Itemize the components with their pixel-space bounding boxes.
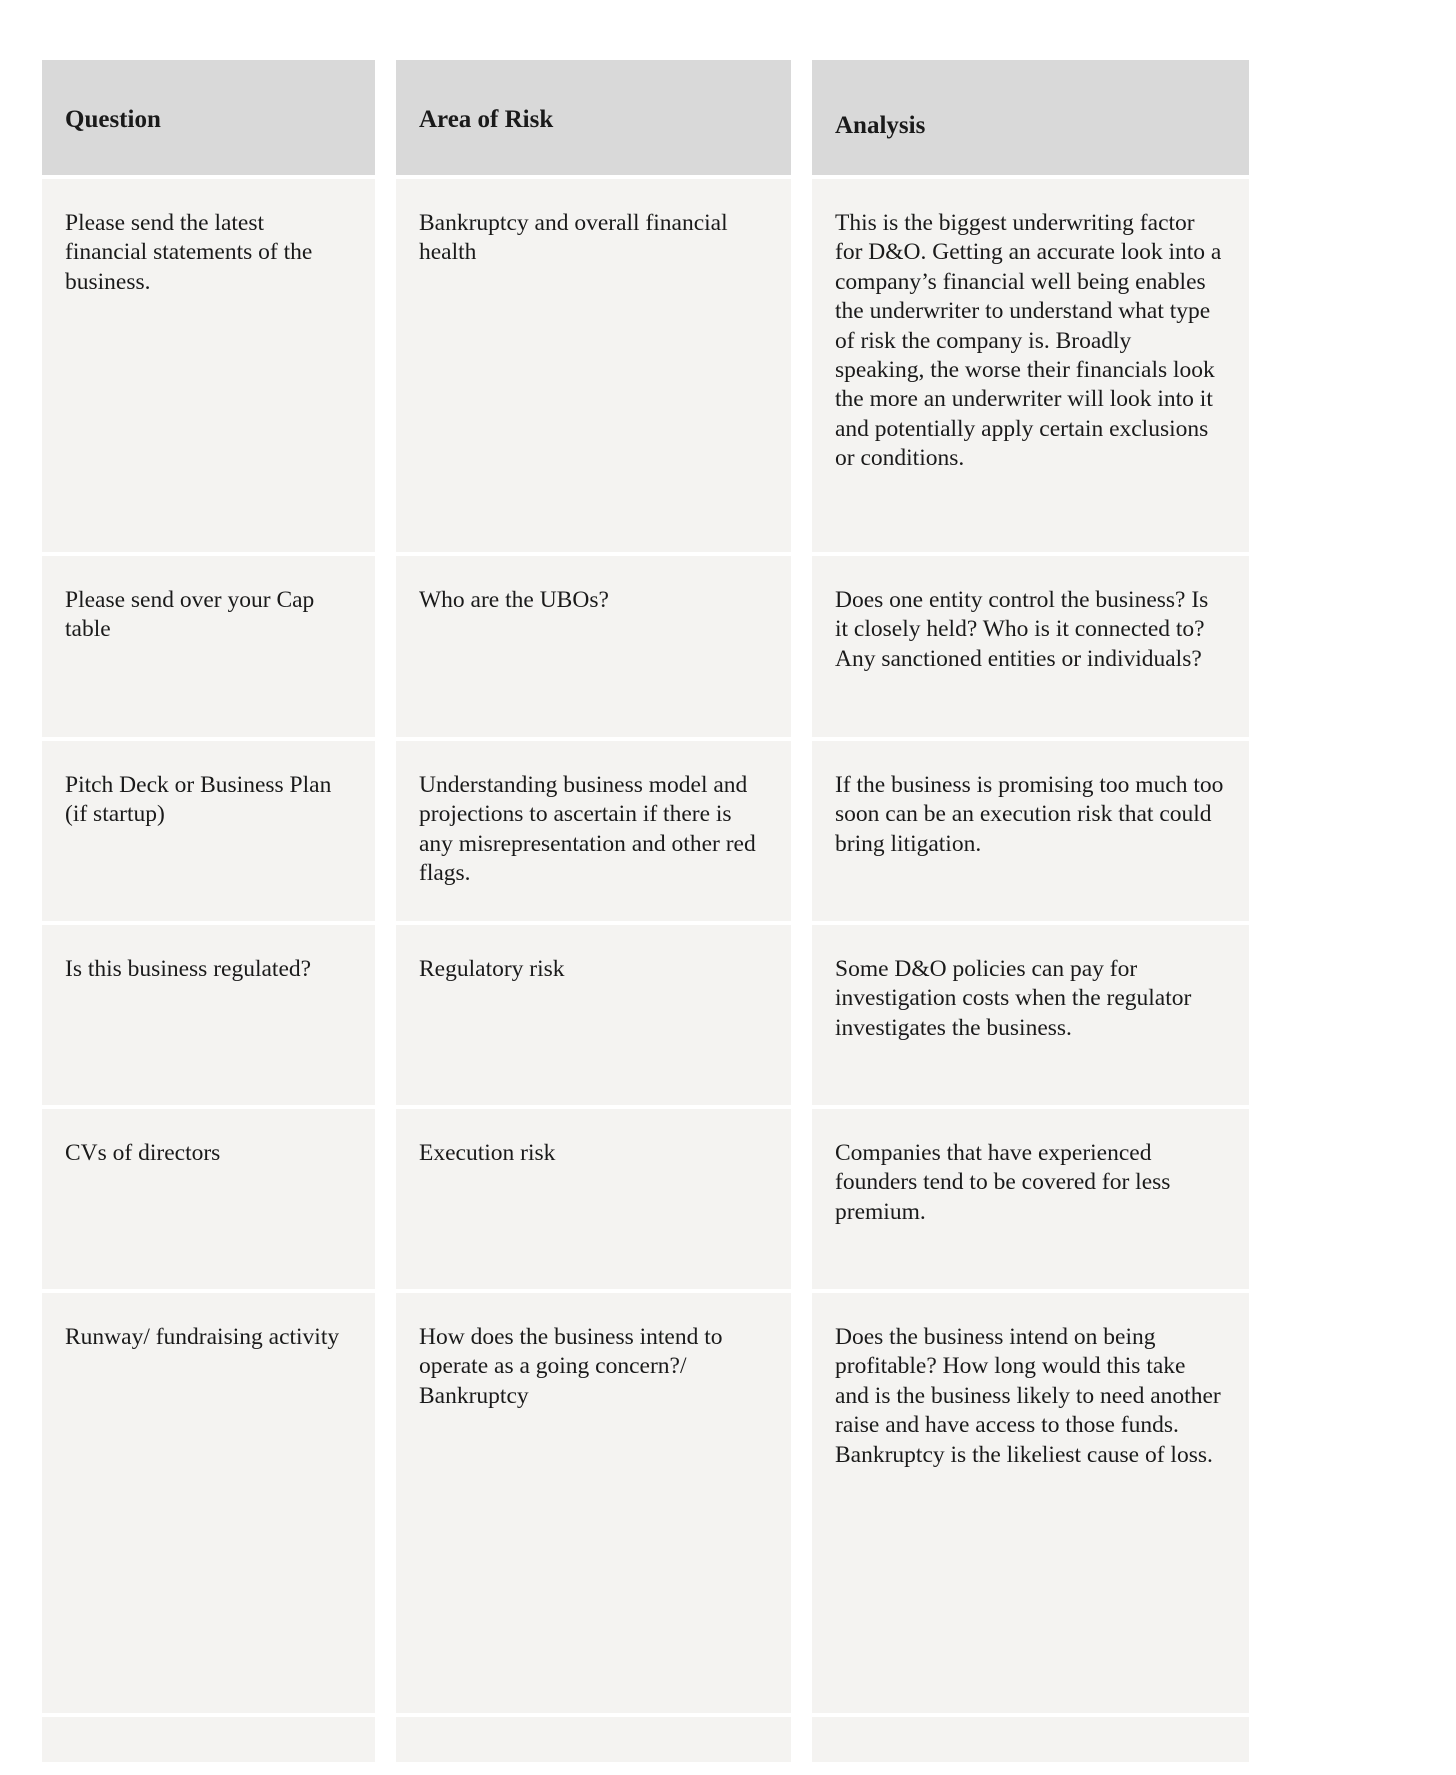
table-header-row xyxy=(42,60,1249,175)
question-cell: Please send over your Cap table xyxy=(42,556,375,737)
header-area-of-risk: Area of Risk xyxy=(396,60,791,175)
question-cell: Pitch Deck or Business Plan (if startup) xyxy=(42,741,375,921)
table-row xyxy=(42,179,1249,552)
question-cell: Is this business regulated? xyxy=(42,925,375,1105)
table-row xyxy=(42,925,1249,1105)
question-cell: Runway/ fundraising activity xyxy=(42,1293,375,1713)
analysis-cell: If the business is promising too much too soon can be an execution risk that could bring litigation. xyxy=(812,741,1249,921)
analysis-cell: Companies that have experienced founders tend to be covered for less premium. xyxy=(812,1109,1249,1289)
table-row xyxy=(42,1293,1249,1713)
question-cell: Please send the latest financial statements of the business. xyxy=(42,179,375,552)
table-row-partial xyxy=(42,1717,1249,1762)
question-cell xyxy=(42,1717,375,1762)
question-cell: CVs of directors xyxy=(42,1109,375,1289)
table-row xyxy=(42,741,1249,921)
risk-underwriting-table xyxy=(42,60,1249,1766)
table-row xyxy=(42,1109,1249,1289)
area-of-risk-cell: Bankruptcy and overall financial health xyxy=(396,179,791,552)
area-of-risk-cell: How does the business intend to operate as a going concern?/ Bankruptcy xyxy=(396,1293,791,1713)
area-of-risk-cell: Regulatory risk xyxy=(396,925,791,1105)
header-question: Question xyxy=(42,60,375,175)
area-of-risk-cell xyxy=(396,1717,791,1762)
analysis-cell: This is the biggest underwriting factor for D&O. Getting an accurate look into a company’s financial well being enables the underwriter to understand what type of risk the company is. Broadly speaking, the worse their financials look the more an underwriter will look into it and potentially apply certain exclusions or conditions. xyxy=(812,179,1249,552)
analysis-cell xyxy=(812,1717,1249,1762)
area-of-risk-cell: Understanding business model and projections to ascertain if there is any misrepresentation and other red flags. xyxy=(396,741,791,921)
area-of-risk-cell: Who are the UBOs? xyxy=(396,556,791,737)
area-of-risk-cell: Execution risk xyxy=(396,1109,791,1289)
analysis-cell: Does the business intend on being profitable? How long would this take and is the business likely to need another raise and have access to those funds. Bankruptcy is the likeliest cause of loss. xyxy=(812,1293,1249,1713)
header-analysis: Analysis xyxy=(812,60,1249,175)
analysis-cell: Does one entity control the business? Is it closely held? Who is it connected to? Any sanctioned entities or individuals? xyxy=(812,556,1249,737)
table-row xyxy=(42,556,1249,737)
analysis-cell: Some D&O policies can pay for investigation costs when the regulator investigates the business. xyxy=(812,925,1249,1105)
